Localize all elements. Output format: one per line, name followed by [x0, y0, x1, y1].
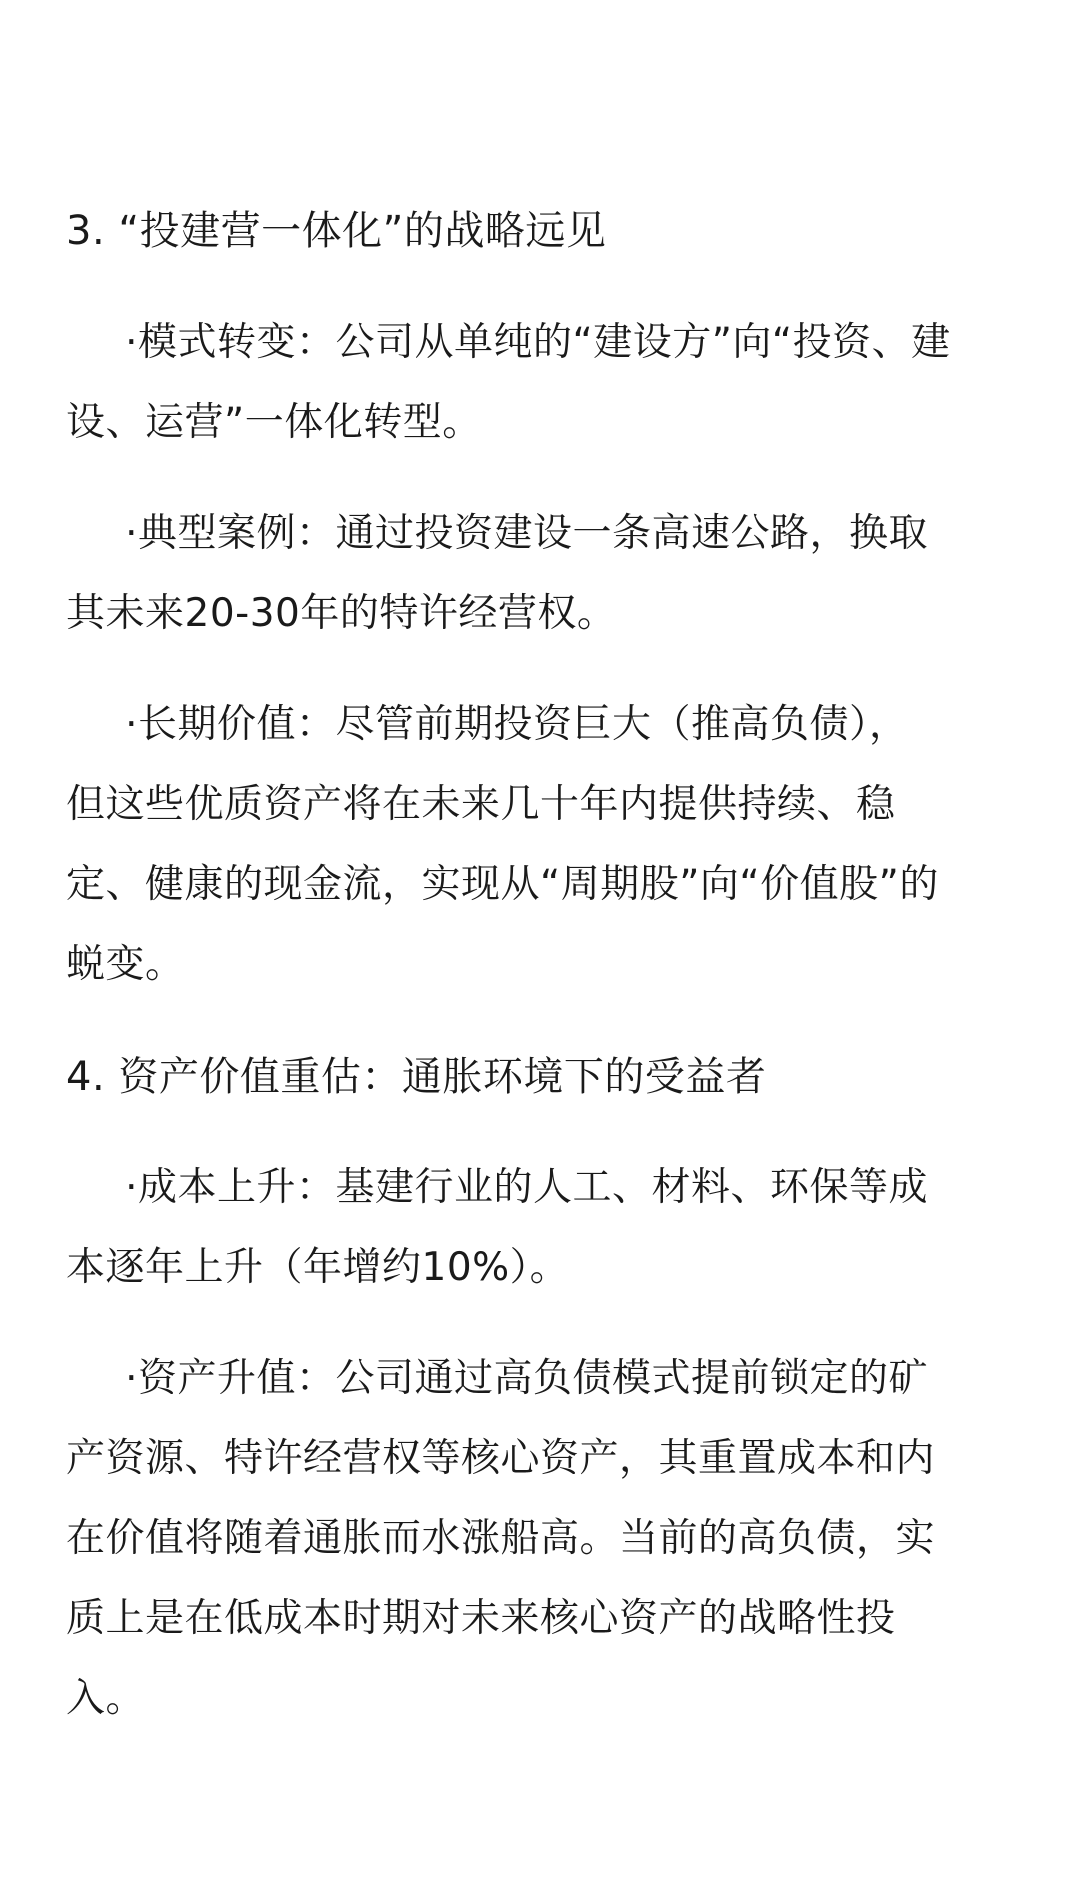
bullet-text: 公司通过高负债模式提前锁定的矿	[335, 1356, 929, 1401]
bullet-label: 典型案例：	[138, 511, 336, 556]
bullet-text: 基建行业的人工、材料、环保等成	[335, 1165, 929, 1210]
bullet-marker: ·	[125, 1165, 138, 1210]
bullet-item	[66, 504, 1013, 564]
bullet-marker: ·	[125, 511, 138, 556]
bullet-item	[66, 695, 1013, 755]
bullet-text-line: 定、健康的现金流，实现从“周期股”向“价值股”的	[66, 862, 939, 907]
bullet-text-line: 本逐年上升（年增约10%）。	[66, 1245, 570, 1290]
bullet-label: 长期价值：	[138, 702, 336, 747]
bullet-text-line: 入。	[66, 1676, 146, 1721]
bullet-text-line: 质上是在低成本时期对未来核心资产的战略性投	[66, 1596, 896, 1641]
bullet-text: 通过投资建设一条高速公路，换取	[335, 511, 929, 556]
bullet-item	[66, 1158, 1013, 1218]
bullet-item	[66, 1349, 1013, 1409]
bullet-text-line: 设、运营”一体化转型。	[66, 400, 482, 445]
bullet-text-line: 但这些优质资产将在未来几十年内提供持续、稳	[66, 782, 896, 827]
bullet-text-line: 在价值将随着通胀而水涨船高。当前的高负债，实	[66, 1516, 936, 1561]
bullet-text-line: 其未来20-30年的特许经营权。	[66, 591, 617, 636]
bullet-marker: ·	[125, 702, 138, 747]
bullet-text: 尽管前期投资巨大（推高负债），	[335, 702, 909, 747]
bullet-marker: ·	[125, 1356, 138, 1401]
bullet-label: 模式转变：	[138, 320, 336, 365]
bullet-item	[66, 313, 1013, 373]
bullet-text-line: 产资源、特许经营权等核心资产，其重置成本和内	[66, 1436, 936, 1481]
section-heading: 3. “投建营一体化”的战略远见	[66, 208, 607, 254]
bullet-label: 成本上升：	[138, 1165, 336, 1210]
bullet-text: 公司从单纯的“建设方”向“投资、建	[335, 320, 951, 365]
bullet-label: 资产升值：	[138, 1356, 336, 1401]
bullet-marker: ·	[125, 320, 138, 365]
section-heading: 4. 资产价值重估：通胀环境下的受益者	[66, 1054, 767, 1100]
bullet-text-line: 蜕变。	[66, 942, 185, 987]
